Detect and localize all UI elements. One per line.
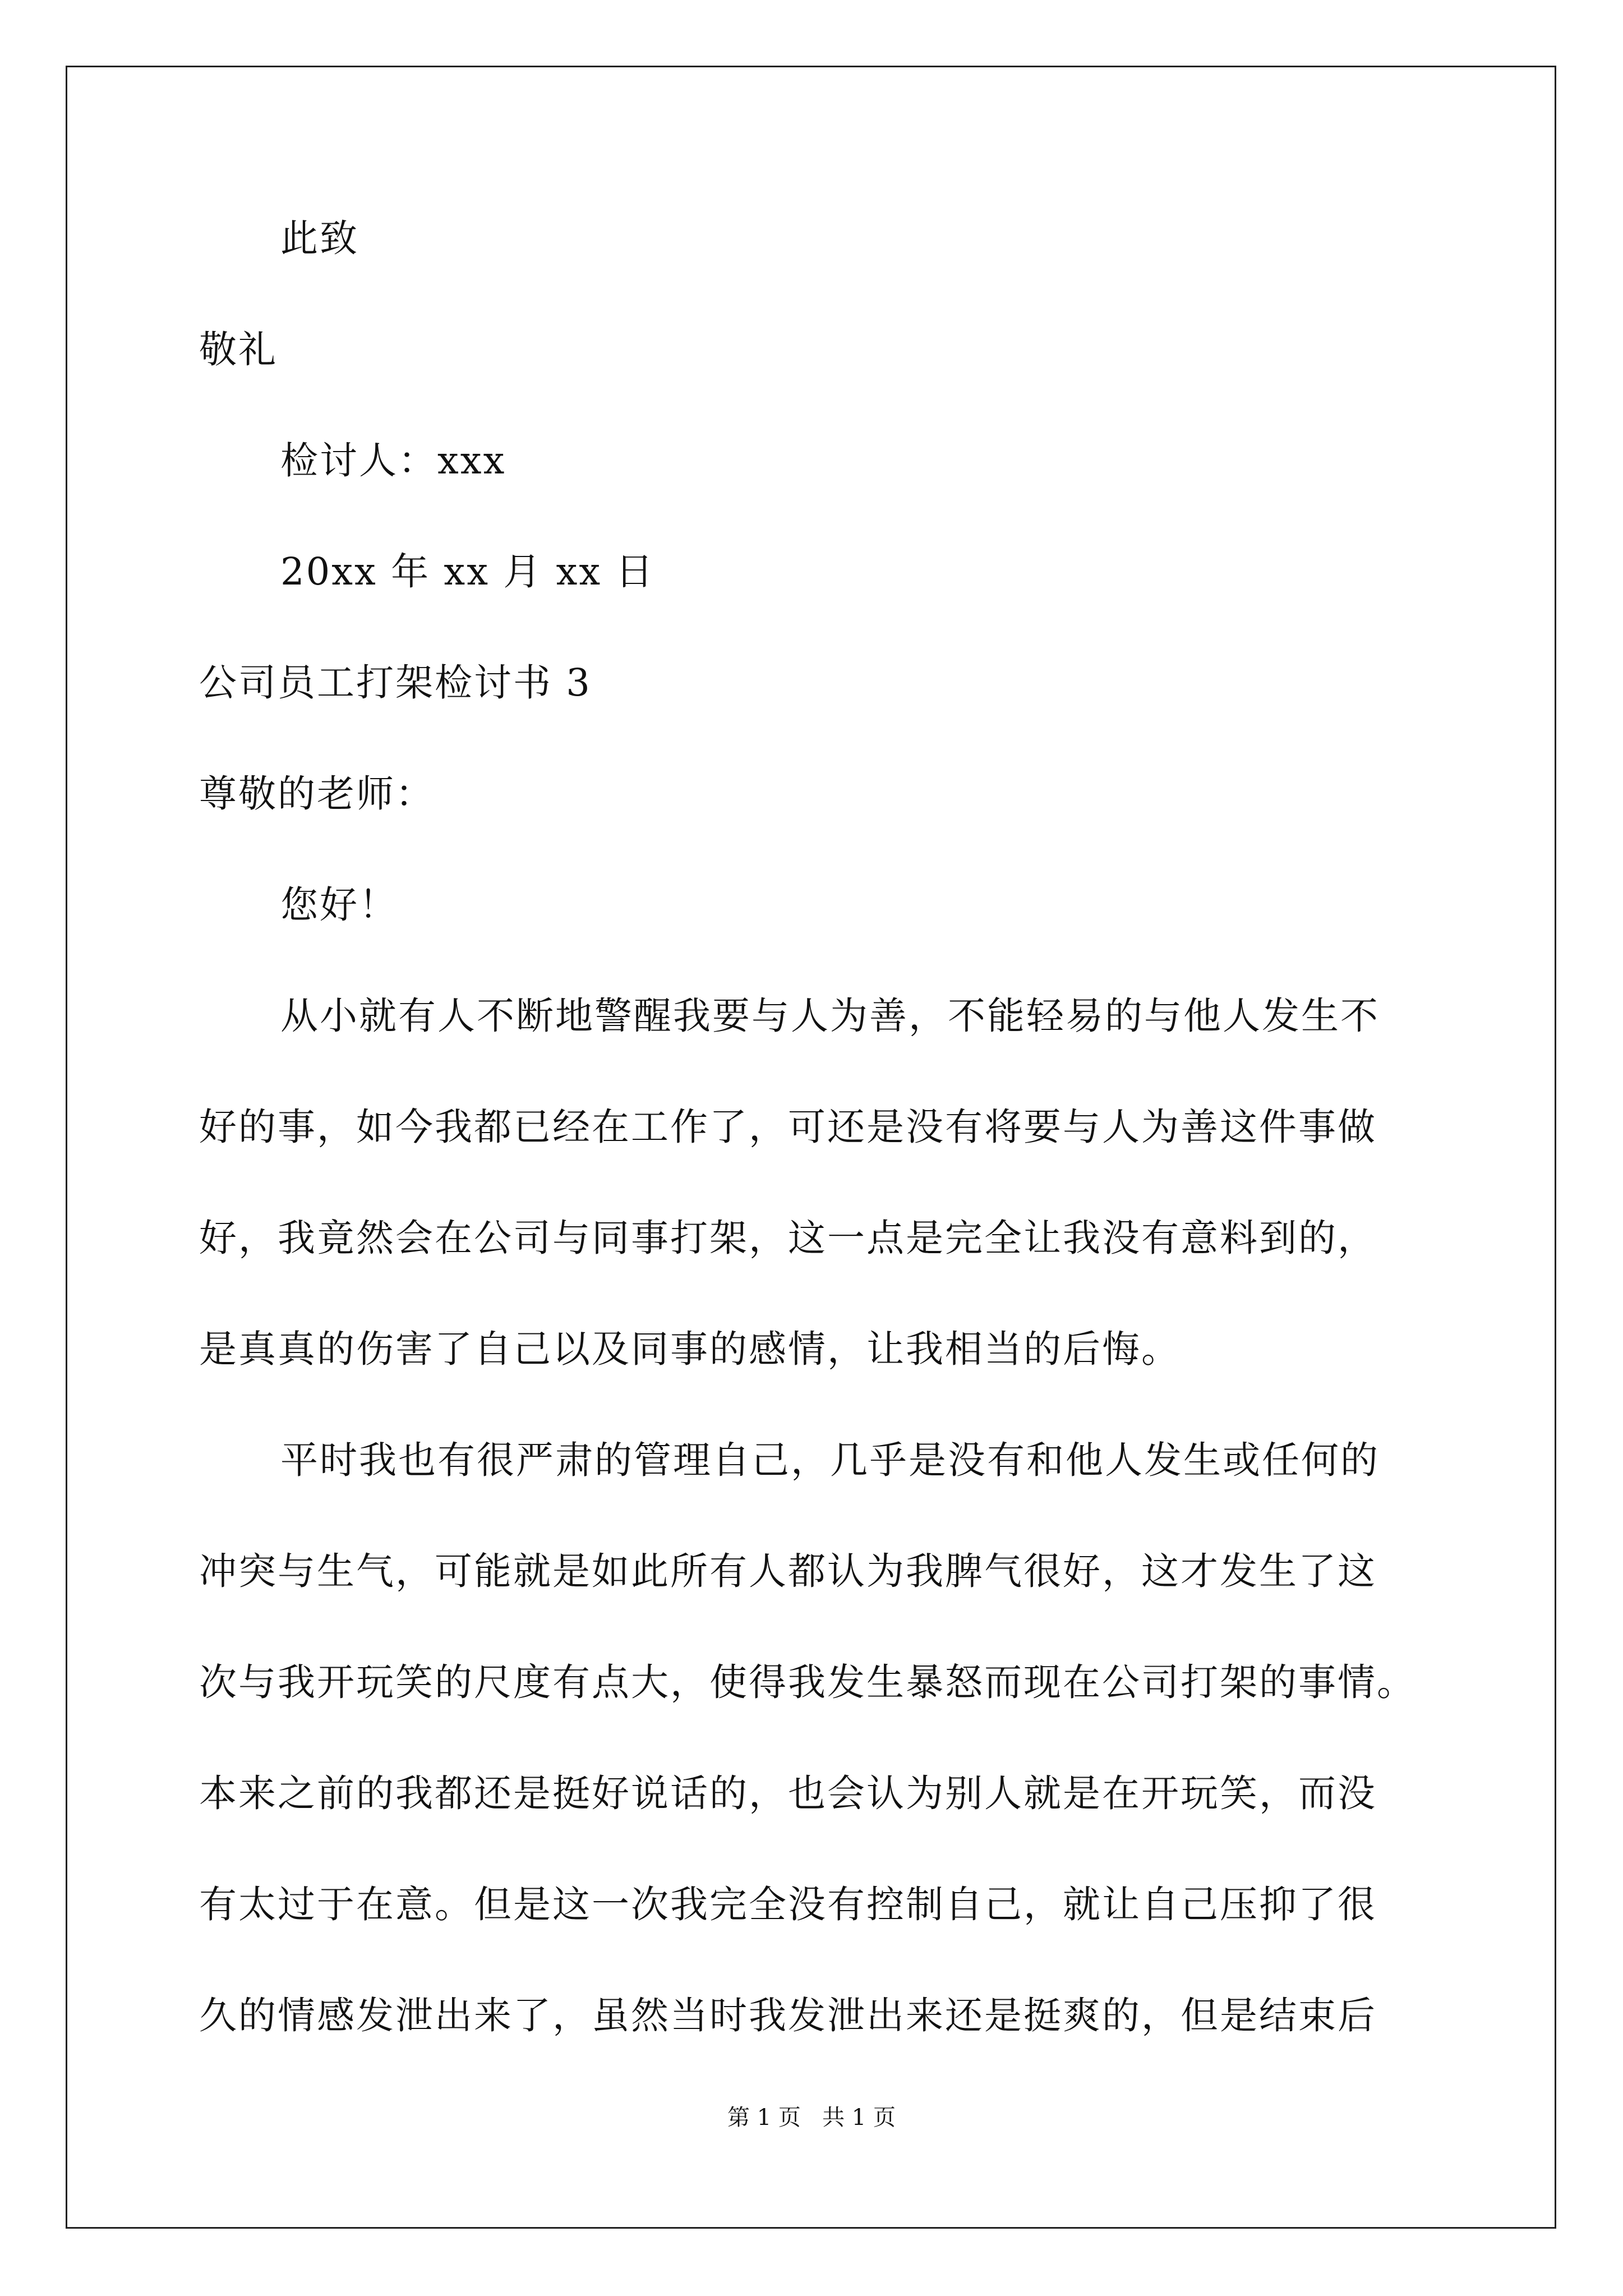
paragraph-line: 本来之前的我都还是挺好说话的，也会认为别人就是在开玩笑，而没 <box>199 1772 1377 1815</box>
paragraph-line: 从小就有人不断地警醒我要与人为善，不能轻易的与他人发生不 <box>280 994 1380 1038</box>
salutation: 尊敬的老师： <box>199 772 435 816</box>
paragraph-line: 好，我竟然会在公司与同事打架，这一点是完全让我没有意料到的， <box>199 1216 1377 1260</box>
paragraph-line: 久的情感发泄出来了，虽然当时我发泄出来还是挺爽的，但是结束后 <box>199 1994 1377 2037</box>
closing-regards: 敬礼 <box>199 328 278 371</box>
paragraph-line: 有太过于在意。但是这一次我完全没有控制自己，就让自己压抑了很 <box>199 1883 1377 1926</box>
greeting: 您好！ <box>280 883 398 927</box>
paragraph-line: 好的事，如今我都已经在工作了，可还是没有将要与人为善这件事做 <box>199 1105 1377 1149</box>
closing-line: 此致 <box>280 217 359 260</box>
date-line: 20xx 年 xx 月 xx 日 <box>280 550 655 593</box>
paragraph-line: 是真真的伤害了自己以及同事的感情，让我相当的后悔。 <box>199 1327 1181 1371</box>
paragraph-line: 冲突与生气，可能就是如此所有人都认为我脾气很好，这才发生了这 <box>199 1549 1377 1593</box>
section-title: 公司员工打架检讨书 3 <box>199 661 592 705</box>
paragraph-line: 次与我开玩笑的尺度有点大，使得我发生暴怒而现在公司打架的事情。 <box>199 1660 1416 1704</box>
page-footer: 第 1 页 共 1 页 <box>727 2105 896 2131</box>
signer-line: 检讨人：xxx <box>280 439 506 482</box>
paragraph-line: 平时我也有很严肃的管理自己，几乎是没有和他人发生或任何的 <box>280 1438 1380 1482</box>
